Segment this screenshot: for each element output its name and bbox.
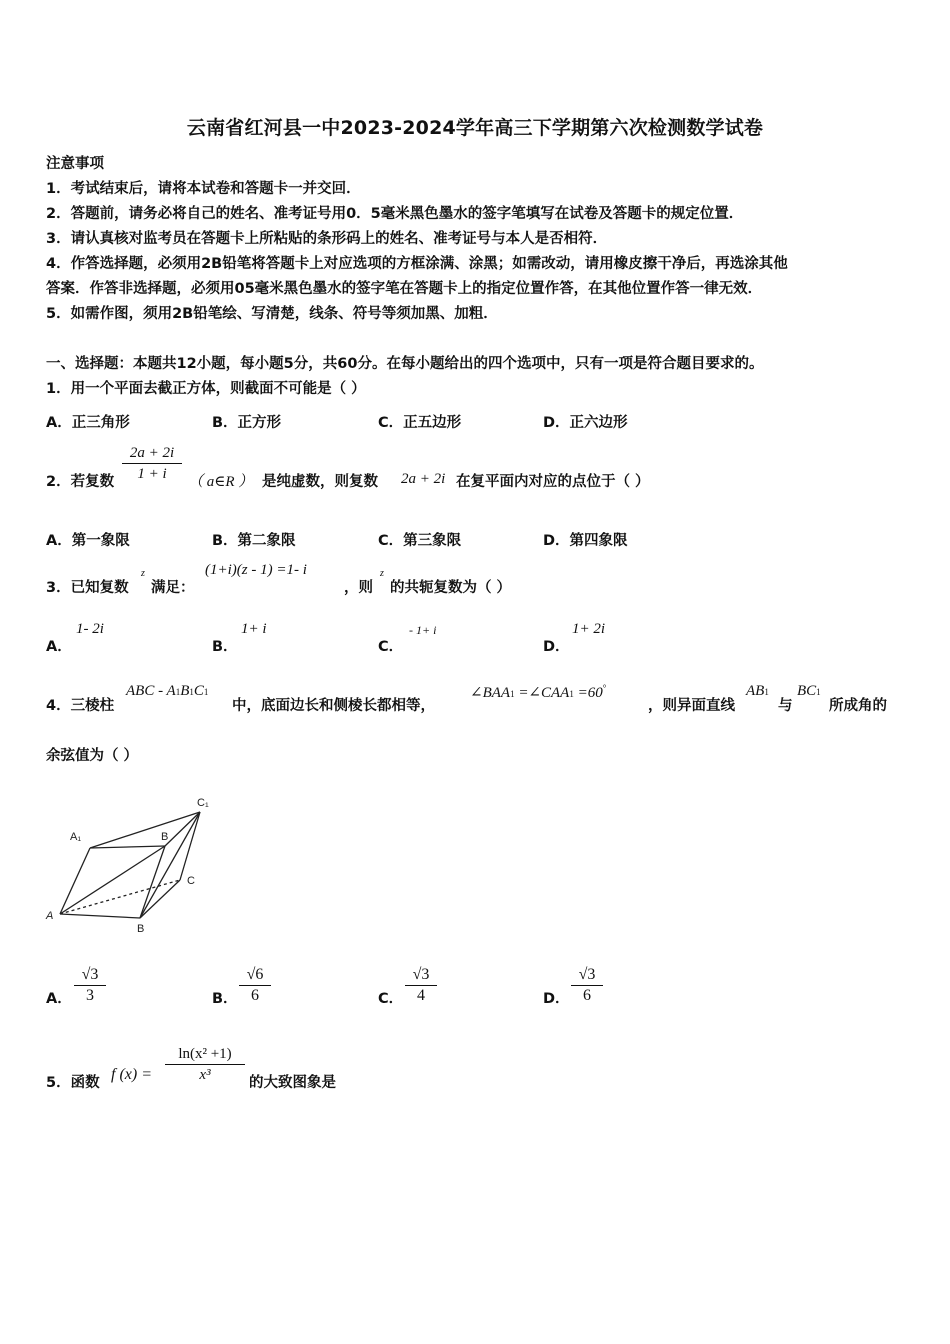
q2-fraction (122, 444, 182, 483)
q1-option-d: D．正六边形 (543, 415, 628, 431)
q4-option-a-fraction: √3 3 (74, 966, 106, 1005)
label-a: A (46, 910, 54, 922)
q4-option-d-fraction: √3 6 (571, 966, 603, 1005)
q3-option-c-label: C． (378, 639, 404, 655)
q4-option-d-label: D． (543, 991, 570, 1007)
q5-frac-den: x³ (199, 1067, 211, 1083)
edge-a1b1 (90, 846, 165, 848)
q4-option-a-label: A． (46, 991, 72, 1007)
q4-option-c-fraction: √3 4 (405, 966, 437, 1005)
q3-mid2: ，则 (344, 580, 373, 596)
q2-expr: 2a + 2i (401, 471, 446, 487)
notice-item: 5．如需作图，须用2B铅笔绘、写清楚，线条、符号等须加黑、加粗． (46, 306, 498, 322)
q3-option-d-value: 1+ 2i (572, 621, 606, 637)
question-3-prefix: 3．已知复数 (46, 580, 129, 596)
q2-option-c: C．第三象限 (378, 533, 462, 549)
q4-line2: 余弦值为（ ） (46, 748, 139, 764)
notice-item: 1．考试结束后，请将本试卷和答题卡一并交回． (46, 181, 361, 197)
q2-option-b: B．第二象限 (212, 533, 296, 549)
fraction-bar (122, 463, 182, 464)
fraction-bar (165, 1064, 245, 1065)
q3-mid1: 满足： (151, 580, 195, 596)
q2-option-d: D．第四象限 (543, 533, 628, 549)
q5-fraction (165, 1045, 245, 1084)
q4-prism: ABC - A1B1C1 (126, 683, 209, 699)
q4-suffix: 所成角的 (829, 698, 887, 714)
q3-z: z (141, 568, 145, 579)
q3-equation: (1+i)(z - 1) =1- i (205, 562, 307, 578)
q4-angle: ∠BAA1 =∠CAA1 =60° (470, 683, 607, 701)
question-2-prefix: 2．若复数 (46, 474, 115, 490)
label-c: C (187, 875, 195, 887)
q2-mid: 是纯虚数，则复数 (262, 474, 378, 490)
q1-option-a: A．正三角形 (46, 415, 130, 431)
label-b1: B (161, 831, 169, 843)
q3-option-a-label: A． (46, 639, 72, 655)
q1-option-c: C．正五边形 (378, 415, 462, 431)
q2-frac-num: 2a + 2i (129, 445, 175, 461)
question-4-prefix: 4．三棱柱 (46, 698, 115, 714)
notice-heading: 注意事项 (46, 156, 104, 172)
label-b: B (137, 923, 145, 935)
q5-fx: f (x) = (111, 1066, 152, 1083)
notice-item: 3．请认真核对监考员在答题卡上所粘贴的条形码上的姓名、准考证号与本人是否相符． (46, 231, 608, 247)
q5-suffix: 的大致图象是 (249, 1075, 336, 1091)
diag-bc1 (140, 812, 200, 918)
q2-condition: （ a∈R ） (188, 474, 254, 490)
question-1-stem: 1．用一个平面去截正方体，则截面不可能是（ ） (46, 381, 366, 397)
edge-ab (60, 914, 140, 918)
q4-yu: 与 (778, 698, 793, 714)
q5-frac-num: ln(x² +1) (178, 1046, 232, 1062)
section-heading: 一、选择题：本题共12小题，每小题5分，共60分。在每小题给出的四个选项中，只有一项是符合题目要求的。 (46, 356, 764, 372)
q4-mid2: ，则异面直线 (648, 698, 735, 714)
edge-a1c1 (90, 812, 200, 848)
q4-mid1: 中，底面边长和侧棱长都相等， (232, 698, 435, 714)
q4-option-b-fraction: √6 6 (239, 966, 271, 1005)
page-title: 云南省红河县一中2023-2024学年高三下学期第六次检测数学试卷 (186, 117, 764, 139)
q3-option-a-value: 1- 2i (76, 621, 104, 637)
q4-ab1: AB1 (746, 683, 769, 699)
q2-option-a: A．第一象限 (46, 533, 130, 549)
q3-z2: z (380, 568, 384, 579)
label-c1: C₁ (197, 797, 209, 809)
question-5-prefix: 5．函数 (46, 1075, 100, 1091)
q3-option-b-value: 1+ i (241, 621, 267, 637)
label-a1: A₁ (70, 831, 82, 843)
q2-frac-den: 1 + i (137, 466, 167, 482)
q2-suffix: 在复平面内对应的点位于（ ） (456, 474, 650, 490)
q3-option-b-label: B． (212, 639, 238, 655)
notice-item: 答案．作答非选择题，必须用05毫米黑色墨水的签字笔在答题卡上的指定位置作答，在其他位置作答一律无效． (46, 281, 763, 297)
edge-b1b (140, 846, 165, 918)
q4-bc1: BC1 (797, 683, 821, 699)
q4-option-c-label: C． (378, 991, 404, 1007)
prism-figure (40, 790, 230, 940)
notice-item: 2．答题前，请务必将自己的姓名、准考证号用0．5毫米黑色墨水的签字笔填写在试卷及答题卡的规定位置． (46, 206, 744, 222)
q3-suffix: 的共轭复数为（ ） (390, 580, 512, 596)
q4-option-b-label: B． (212, 991, 238, 1007)
q3-option-d-label: D． (543, 639, 570, 655)
q1-option-b: B．正方形 (212, 415, 282, 431)
q3-option-c-value: - 1+ i (409, 623, 437, 637)
notice-item: 4．作答选择题，必须用2B铅笔将答题卡上对应选项的方框涂满、涂黑；如需改动，请用橡皮擦干净后，再选涂其他 (46, 256, 788, 272)
